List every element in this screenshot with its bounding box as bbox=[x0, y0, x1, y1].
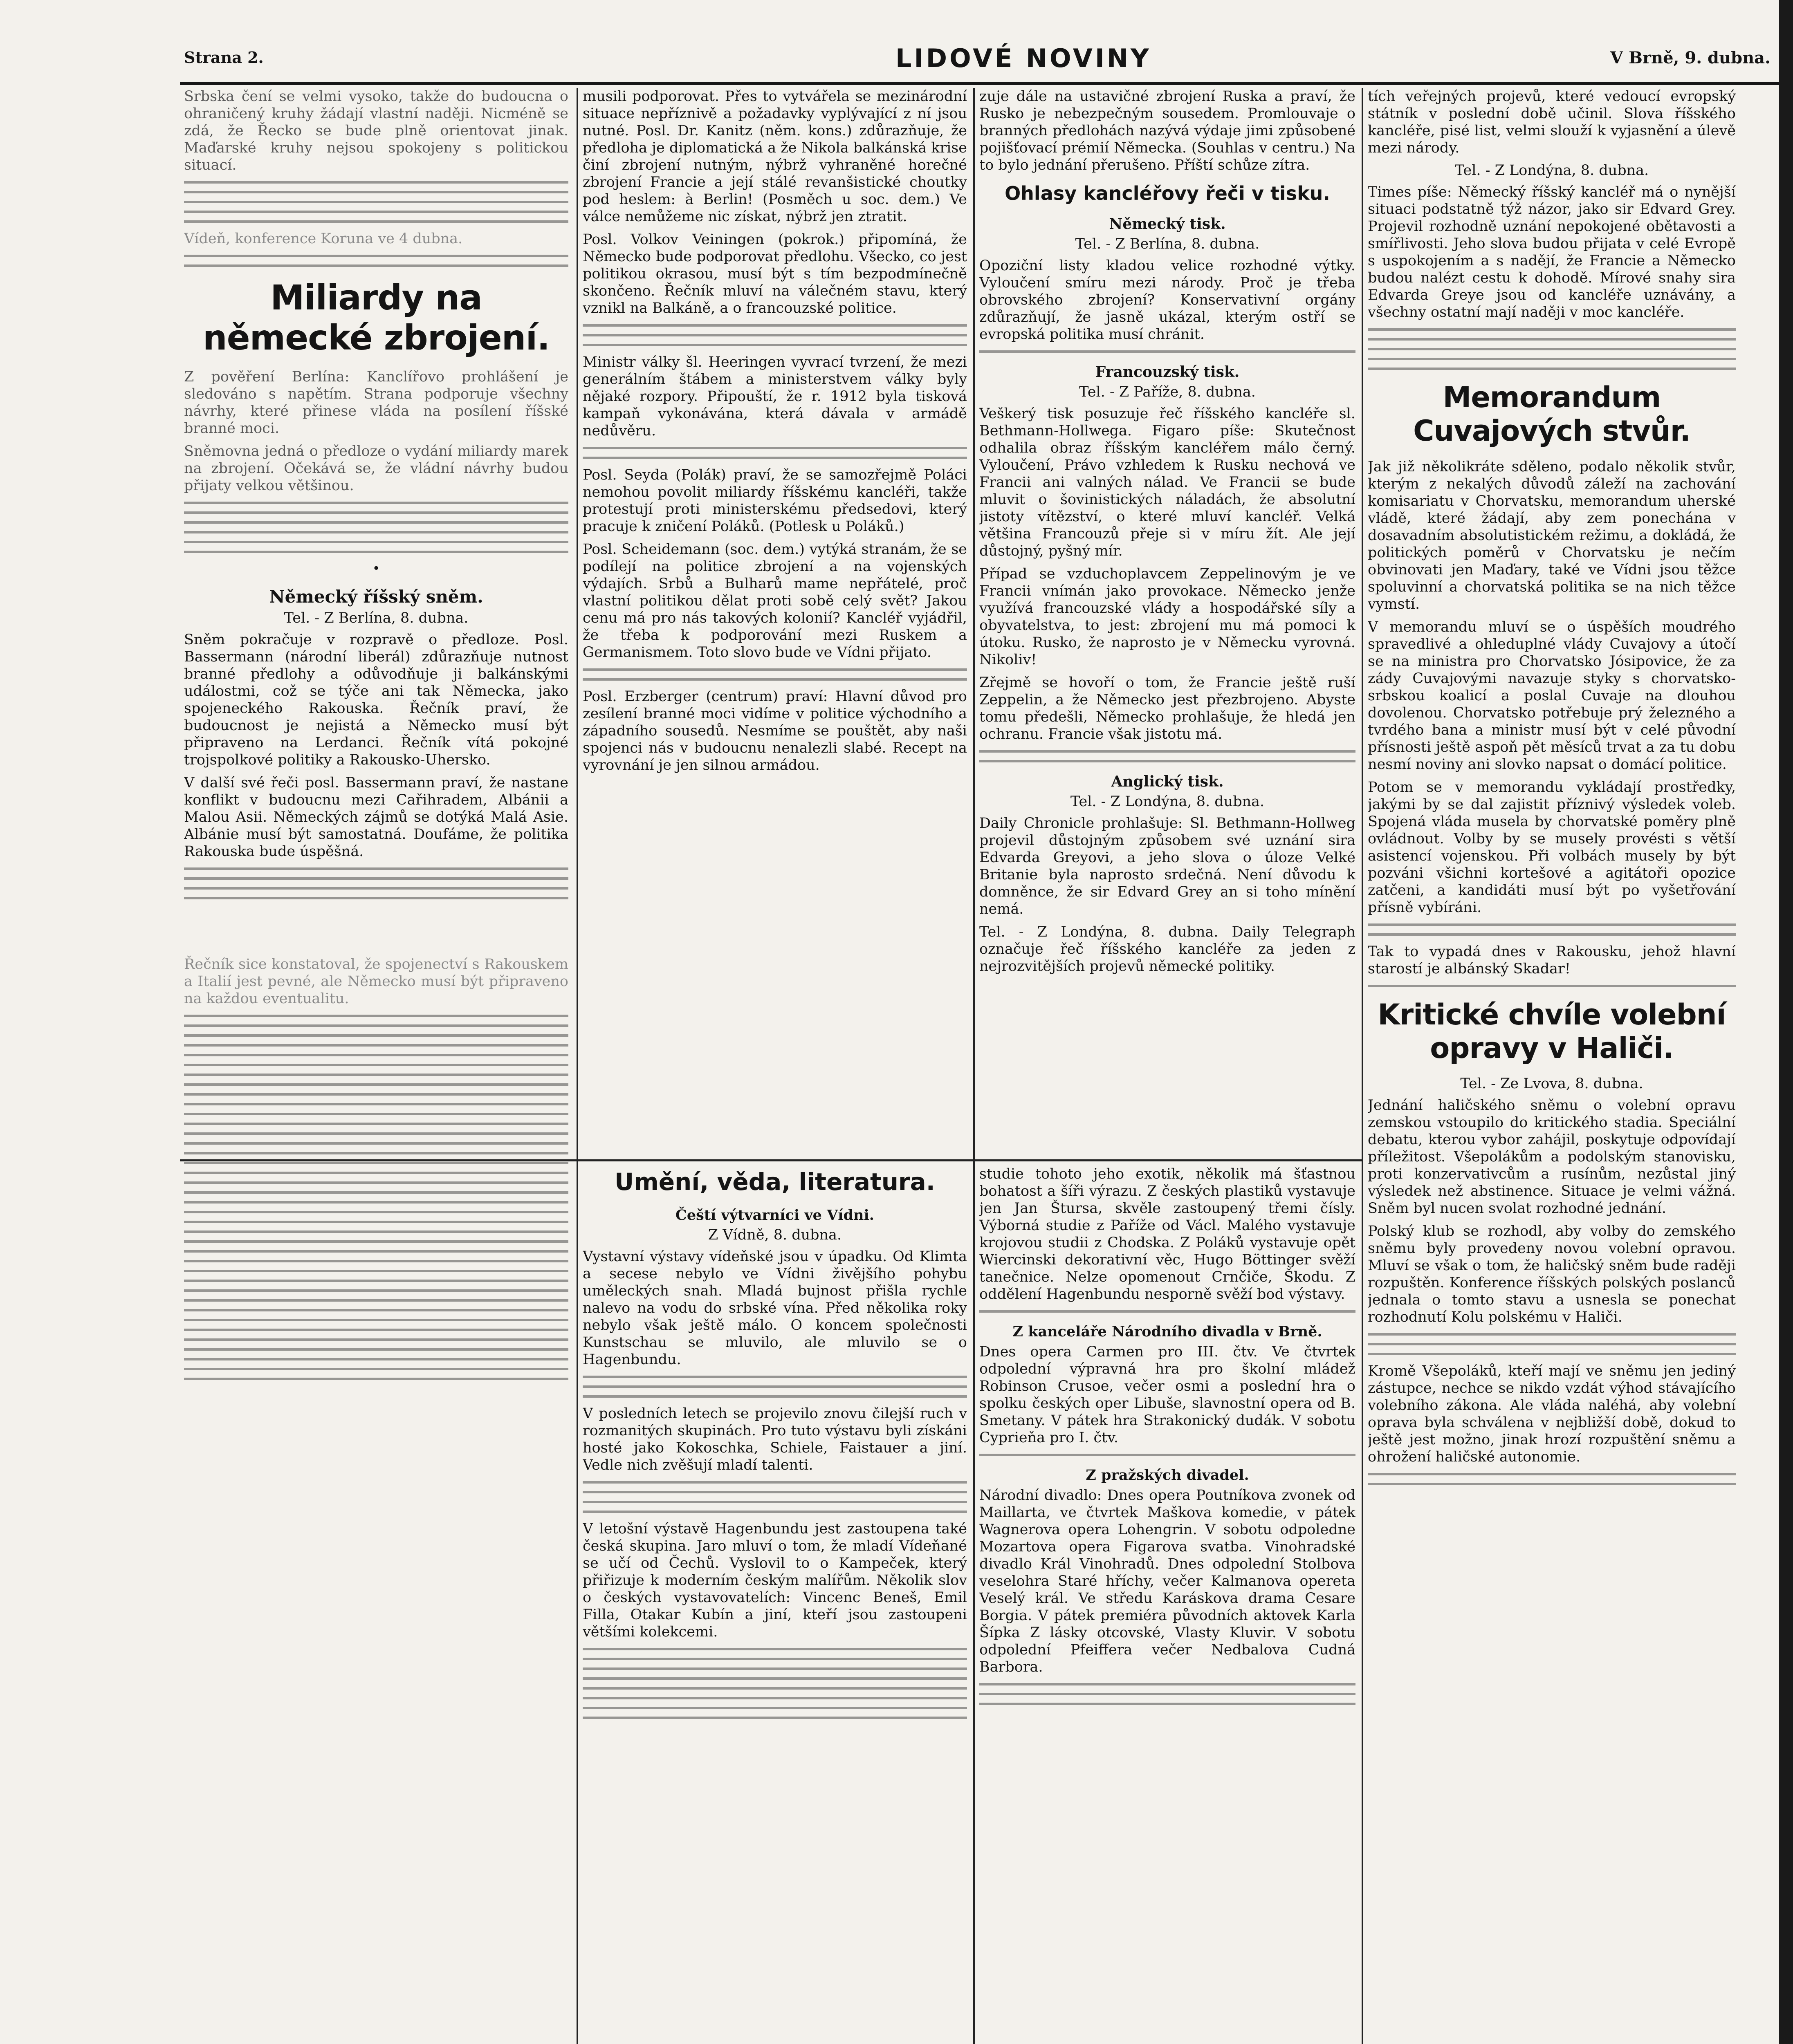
section-title: Německý tisk. bbox=[1109, 215, 1226, 233]
faded-text-block bbox=[184, 1270, 568, 1272]
faded-text-block bbox=[184, 1280, 568, 1282]
separator-star: • bbox=[372, 560, 380, 576]
faded-text-block bbox=[583, 334, 967, 336]
column-4 bbox=[1368, 88, 1736, 2044]
faded-text-block bbox=[184, 1024, 568, 1027]
faded-text-block bbox=[184, 1083, 568, 1086]
faded-text-block bbox=[1368, 1483, 1736, 1485]
faded-text-block bbox=[583, 1697, 967, 1699]
faded-text-block bbox=[583, 1491, 967, 1493]
faded-text-block bbox=[1368, 328, 1736, 331]
article-text: Opoziční listy kladou velice rozhodné výtky. Vyloučení smíru mezi národy. Proč je třeba obrovského zbrojení? Konservativní orgány zdůrazňují, že jasně ukázal, kterým ostří se evropská politika musí chránit. bbox=[979, 258, 1355, 343]
faded-text-block bbox=[583, 1395, 967, 1398]
faded-text-block bbox=[184, 1211, 568, 1213]
article-text: Z pověření Berlína: Kanclířovo prohlášení je sledováno s napětím. Strana podporuje všechny návrhy, které přinese vláda na posílení říšské branné moci. bbox=[184, 369, 568, 437]
faded-text-block bbox=[184, 1358, 568, 1360]
dateline: Tel. - Z Londýna, 8. dubna. bbox=[1454, 162, 1649, 179]
faded-text-block bbox=[184, 1348, 568, 1351]
masthead bbox=[180, 41, 1783, 78]
column-1 bbox=[184, 88, 568, 2044]
article-text: Posl. Scheidemann (soc. dem.) vytýká stranám, že se podílejí na politice zbrojení a na vojenských výdajích. Srbů a Bulharů mame nepřátelé, proč vlastní politikou dělat proti sobě celý svět? Jakou cenu má pro nás takových kolonií? Kancléř vyjádřil, že třeba k podporování mezi Ruskem a Germanismem. Toto slovo bude ve Vídni přijato. bbox=[583, 541, 967, 661]
article-text: Zřejmě se hovoří o tom, že Francie ještě ruší Zeppelin, a že Německo jest přezbrojeno. Abyste tomu předešli, Německo prohlašuje, že hledá jen ochranu. Francie však jistotu má. bbox=[979, 675, 1355, 742]
faded-text-block bbox=[1368, 348, 1736, 350]
faded-text-block bbox=[184, 1123, 568, 1125]
dateline: Tel. - Z Berlína, 8. dubna. bbox=[1075, 236, 1260, 252]
article-text: Tel. - Z Londýna, 8. dubna. Daily Telegraph označuje řeč říšského kancléře za jeden z nejrozvitějších projevů německé politiky. bbox=[979, 924, 1355, 975]
faded-text-block bbox=[1368, 1353, 1736, 1355]
faded-text-block bbox=[184, 887, 568, 890]
faded-text-block bbox=[184, 1378, 568, 1380]
faded-text-block bbox=[184, 181, 568, 184]
column-3 bbox=[979, 88, 1355, 2044]
faded-text-block bbox=[184, 264, 568, 267]
section-title: Z pražských divadel. bbox=[1086, 1467, 1249, 1484]
faded-text-block bbox=[583, 1687, 967, 1690]
article-text: Daily Chronicle prohlašuje: Sl. Bethmann-Hollweg projevil důstojným způsobem své uznání sira Edvarda Greyovi, a jeho slova o úloze Velké Britanie byla naprosto srdečná. Není důvodu k domněnce, že sir Edvard Grey an si toho mínění nemá. bbox=[979, 815, 1355, 917]
article-text: Dnes opera Carmen pro III. čtv. Ve čtvrtek odpolední výpravná hra pro školní mládež Robinson Crusoe, večer osmi a poslední hra o spolku českých oper Libuše, slavnostní opera od B. Smetany. V pátek hra Strakonický dudák. V sobotu Cyprieňa pro I. čtv. bbox=[979, 1344, 1355, 1446]
dateline: Tel. - Z Londýna, 8. dubna. bbox=[1070, 793, 1265, 810]
faded-text-block bbox=[979, 1454, 1355, 1456]
faded-text-block bbox=[184, 877, 568, 880]
article-text: Řečník sice konstatoval, že spojenectví s Rakouskem a Italií jest pevné, ale Německo musí být připraveno na každou eventualitu. bbox=[184, 956, 568, 1007]
article-text: V letošní výstavě Hagenbundu jest zastoupena také česká skupina. Jaro mluví o tom, že mladí Vídeňané se učí od Čechů. Vyslovil to o Kampeček, který přiřizuje k moderním českým malířům. Několik slov o českých vystavovatelích: Vincenc Beneš, Emil Filla, Otakar Kubín a jiní, kteří jsou zastoupeni většími kolekcemi. bbox=[583, 1521, 967, 1640]
faded-text-block bbox=[583, 1667, 967, 1670]
dateline: Tel. - Z Paříže, 8. dubna. bbox=[1079, 384, 1256, 400]
faded-text-block bbox=[184, 1064, 568, 1066]
faded-text-block bbox=[184, 1191, 568, 1194]
faded-text-block bbox=[583, 1511, 967, 1513]
faded-text-block bbox=[184, 1368, 568, 1370]
faded-text-block bbox=[979, 1693, 1355, 1695]
faded-text-block bbox=[583, 1501, 967, 1503]
article-text: Tak to vypadá dnes v Rakousku, jehož hlavní starostí je albánský Skadar! bbox=[1368, 944, 1736, 977]
faded-text-block bbox=[583, 324, 967, 327]
dateline: Z Vídně, 8. dubna. bbox=[708, 1227, 842, 1243]
faded-text-block bbox=[583, 1677, 967, 1680]
article-text: Times píše: Německý říšský kancléř má o nynější situaci podstatně týž názor, jako sir Edvard Grey. Projevil rozhodně uznání nepokojené obětavosti a smířlivosti. Jeho slova budou přijata v celé Evropě s uspokojením a s nadějí, že Francie a Německo budou nalézt cestu k dohodě. Mírové snahy sira Edvarda Greye jsou od kancléře uznávány, a všechny ostatní mají naději v moc kancléře. bbox=[1368, 184, 1736, 320]
faded-text-block bbox=[1368, 338, 1736, 341]
article-text: musili podporovat. Přes to vytvářela se mezinárodní situace nepříznivě a požadavky vyplývající z ní jsou nutné. Posl. Dr. Kanitz (něm. kons.) zdůrazňuje, že předloha je diplomatická a že Nikola balkánská krise činí zbrojení nutným, nýbrž vyhraněné horečné zbrojení Francie a její stálé revanšistické choutky pod heslem: à Berlin! (Posměch u soc. dem.) Ve válce nemůžeme nic získat, nýbrž jen ztratit. bbox=[583, 88, 967, 225]
faded-text-block bbox=[1368, 358, 1736, 360]
article-text: Srbska čení se velmi vysoko, takže do budoucna o ohraničený kruhy žádají vlastní naději. Nicméně se zdá, že Řecko se bude plně orientovat jinak. Maďarské kruhy nejsou spokojeny s politickou situací. bbox=[184, 88, 568, 173]
faded-text-block bbox=[184, 1299, 568, 1302]
article-text: Ministr války šl. Heeringen vyvrací tvrzení, že mezi generálním štábem a ministerstvem války byly nějaké rozpory. Připouští, že r. 1912 byla tisková kampaň vykonávána, která dávala v armádě nedůvěru. bbox=[583, 354, 967, 439]
faded-text-block bbox=[1368, 368, 1736, 370]
section-title: Anglický tisk. bbox=[1111, 773, 1224, 790]
faded-text-block bbox=[184, 1015, 568, 1017]
faded-text-block bbox=[583, 1481, 967, 1484]
article-text: Sněm pokračuje v rozpravě o předloze. Posl. Bassermann (národní liberál) zdůrazňuje nutnost branné předlohy a odůvodňuje ji balkánskými událostmi, což se týče ani tak Německa, jako spojeneckého Rakouska. Řečník praví, že budoucnost je nejistá a Německo musí být připraveno na Lerdanci. Řečník vítá pokojné trojspolkové politiky a Rakousko-Uhersko. bbox=[184, 632, 568, 768]
faded-text-block bbox=[583, 678, 967, 681]
faded-text-block bbox=[979, 1310, 1355, 1313]
faded-text-block bbox=[184, 1172, 568, 1174]
dateline: Vídeň, konference Koruna ve 4 dubna. bbox=[184, 231, 463, 247]
section-headline: Ohlasy kancléřovy řeči v tisku. bbox=[1005, 182, 1330, 204]
faded-text-block bbox=[184, 201, 568, 203]
faded-text-block bbox=[184, 1093, 568, 1096]
column-rule-2 bbox=[973, 88, 975, 2044]
faded-text-block bbox=[1368, 933, 1736, 936]
faded-text-block bbox=[184, 1152, 568, 1154]
column-rule-1 bbox=[577, 88, 578, 2044]
faded-text-block bbox=[184, 1221, 568, 1223]
article-text: Kromě Všepoláků, kteří mají ve sněmu jen jediný zástupce, nechce se nikdo vzdát výhod stávajícího volebního zákona. Ale vláda naléhá, aby volební oprava byla schválena v nejbližší době, dokud to ještě jest možno, jinak hrozí rozpuštění sněmu a ohrožení haličské autonomie. bbox=[1368, 1363, 1736, 1465]
article-text: V další své řeči posl. Bassermann praví, že nastane konflikt v budoucnu mezi Cařihradem, Albánii a Malou Asii. Německých zájmů se dotýká Malá Asie. Albánie musí být samostatná. Doufáme, že politika Rakouska bude úspěšná. bbox=[184, 775, 568, 860]
section-title: Čeští výtvarníci ve Vídni. bbox=[675, 1207, 874, 1224]
faded-text-block bbox=[184, 211, 568, 213]
article-text: V posledních letech se projevilo znovu čilejší ruch v rozmanitých skupinách. Pro tuto výstavu byli získáni hosté jako Kokoschka, Schiele, Faistauer a jiní. Vedle nich zvěšují mladí talenti. bbox=[583, 1405, 967, 1473]
article-text: Sněmovna jedná o předloze o vydání miliardy marek na zbrojení. Očekává se, že vládní návrhy budou přijaty velkou většinou. bbox=[184, 443, 568, 494]
faded-text-block bbox=[1368, 1343, 1736, 1345]
article-text: Posl. Seyda (Polák) praví, že se samozřejmě Poláci nemohou povolit miliardy říšskému kancléři, takže protestují proti ministerskému předsedovi, který pracuje k zničení Poláků. (Potlesk u Poláků.) bbox=[583, 467, 967, 535]
faded-text-block bbox=[979, 1703, 1355, 1705]
faded-text-block bbox=[184, 1034, 568, 1037]
headline: Kritické chvíle volební opravy v Haliči. bbox=[1378, 998, 1726, 1065]
article-text: Veškerý tisk posuzuje řeč říšského kancléře sl. Bethmann-Hollwega. Figaro píše: Skutečnost odhalila obraz říšským kancléřem málo černý. Vyloučení, Právo vzhledem k Rusku nechová ve Francii ani valných nálad. Ve Francii se bude mluvit o šovinistických náladách, že absolutní jistoty vítězství, o které mluví kancléř. Velká většina Francouzů přeje si v míru žít. Ale její důstojný, pyšný mír. bbox=[979, 406, 1355, 559]
faded-text-block bbox=[583, 1385, 967, 1388]
faded-text-block bbox=[1368, 985, 1736, 987]
faded-text-block bbox=[184, 867, 568, 870]
faded-text-block bbox=[583, 447, 967, 449]
issue-date: V Brně, 9. dubna. bbox=[1610, 48, 1771, 67]
column-2 bbox=[583, 88, 967, 2044]
faded-text-block bbox=[1368, 1473, 1736, 1475]
faded-text-block bbox=[1368, 923, 1736, 926]
faded-text-block bbox=[184, 551, 568, 553]
faded-text-block bbox=[184, 1240, 568, 1243]
faded-text-block bbox=[184, 1162, 568, 1164]
newspaper-title: LIDOVÉ NOVINY bbox=[895, 43, 1151, 73]
article-text: V memorandu mluví se o úspěších moudrého spravedlivé a ohleduplné vlády Cuvajovy a útočí se na ministra pro Chorvatsko Jósipovice, že za zády Cuvajovými navazuje styky s chorvatsko-srbskou koalicí a poslal Cuvaje na dlouhou dovolenou. Chorvatsko potřebuje prý železného a tvrdého bana a ministr musí být v celé původní přísnosti ještě aspoň pět měsíců trvat a za tu dobu nesmí noviny ani slovko napsat o domácí politice. bbox=[1368, 619, 1736, 773]
faded-text-block bbox=[184, 521, 568, 524]
faded-text-block bbox=[184, 220, 568, 223]
column-rule-3 bbox=[1362, 88, 1363, 2044]
article-text: tích veřejných projevů, které vedoucí evropský státník v poslední době učinil. Slova říšského kancléře, pisé list, velmi slouží k vyjasnění a úlevě mezi národy. bbox=[1368, 88, 1736, 156]
faded-text-block bbox=[184, 1289, 568, 1292]
article-text: Jednání haličského sněmu o volební opravu zemskou vstoupilo do kritického stadia. Speciální debatu, kterou vybor zahájil, poskytuje odpovídají příležitost. Všepolákům a podolským stanovisku, proti konzervativcům a rusínům, nezůstal jiný výsledek než abstinence. Situace je velmi vážná. Sněm byl nucen svolat rozhodné jednání. bbox=[1368, 1097, 1736, 1217]
faded-text-block bbox=[184, 1319, 568, 1321]
article-text: studie tohoto jeho exotik, několik má šťastnou bohatost a šíři výrazu. Z českých plastiků vystavuje jen Jan Štursa, skvěle zastoupený třemi čísly. Výborná studie z Paříže od Václ. Malého vystavuje krojovou studii z Chodska. Z Poláků vystavuje opět Wiercinski dekorativní věc, Hugo Böttinger svěží tanečnice. Nelze opomenout Crnčiče, Škodu. Z oddělení Hagenbundu nesporně svěží bod výstavy. bbox=[979, 1166, 1355, 1302]
faded-text-block bbox=[184, 502, 568, 504]
faded-text-block bbox=[184, 531, 568, 533]
faded-text-block bbox=[184, 541, 568, 543]
faded-text-block bbox=[184, 1181, 568, 1184]
section-headline: Umění, věda, literatura. bbox=[615, 1168, 935, 1196]
faded-text-block bbox=[184, 1103, 568, 1105]
article-text: Posl. Erzberger (centrum) praví: Hlavní důvod pro zesílení branné moci vidíme v politice východního a západního sousedů. Nesmíme se pouštět, aby naši spojenci nás v budoucnu nenalezli slabé. Recept na vyrovnání je jen silnou armádou. bbox=[583, 688, 967, 773]
masthead-rule bbox=[180, 82, 1783, 85]
section-title: Německý říšský sněm. bbox=[269, 587, 483, 607]
faded-text-block bbox=[184, 1260, 568, 1262]
faded-text-block bbox=[184, 511, 568, 514]
faded-text-block bbox=[583, 1376, 967, 1378]
article-text: Případ se vzduchoplavcem Zeppelinovým je ve Francii vnímán jako provokace. Německo jenže využívá francouzské vlády a hospodářské síly a obyvatelstva, to jest: zbrojení mu má pomoci k útoku. Rusko, že naprosto je v Německu vyrovná. Nikoliv! bbox=[979, 566, 1355, 668]
page-number: Strana 2. bbox=[184, 48, 264, 67]
faded-text-block bbox=[184, 1074, 568, 1076]
dateline: Tel. - Z Berlína, 8. dubna. bbox=[284, 610, 469, 626]
faded-text-block bbox=[583, 1658, 967, 1660]
faded-text-block bbox=[184, 1201, 568, 1204]
faded-text-block bbox=[583, 1717, 967, 1719]
faded-text-block bbox=[184, 1338, 568, 1341]
faded-text-block bbox=[979, 760, 1355, 762]
faded-text-block bbox=[184, 1329, 568, 1331]
faded-text-block bbox=[184, 897, 568, 899]
faded-text-block bbox=[979, 350, 1355, 353]
faded-text-block bbox=[184, 1054, 568, 1056]
faded-text-block bbox=[184, 1044, 568, 1047]
faded-text-block bbox=[184, 255, 568, 257]
faded-text-block bbox=[583, 668, 967, 671]
section-title: Z kanceláře Národního divadla v Brně. bbox=[1012, 1323, 1322, 1340]
headline: Miliardy na německé zbrojení. bbox=[202, 278, 550, 358]
article-text: Jak již několikráte sděleno, podalo několik stvůr, kterým z nekalých důvodů záleží na zachování komisariatu v Chorvatsku, memorandum uherské vládě, které žádají, aby zem ponechána v dosavadním absolutistickém režimu, a dokládá, že politických poměrů v Chorvatsku je nečím obvinovati jen Maďary, také ve Vídni jsou těžce spoluvinní a chorvatská politika se na nich těžce vymstí. bbox=[1368, 459, 1736, 612]
faded-text-block bbox=[184, 1142, 568, 1145]
faded-text-block bbox=[979, 750, 1355, 753]
article-text: Posl. Volkov Veiningen (pokrok.) připomíná, že Německo bude podporovat předlohu. Všecko, co jest politikou okrasou, musí být s tím bezpodmínečně skončeno. Řečník mluví na válečném stavu, který vznikl na Balkáně, a o francouzské politice. bbox=[583, 231, 967, 316]
faded-text-block bbox=[583, 1648, 967, 1650]
article-text: Potom se v memorandu vykládají prostředky, jakými by se dal zajistit příznivý výsledek voleb. Spojená vláda musela by chorvatské poměry plně ovládnout. Volby by se musely provésti s větší asistencí vojenskou. Při volbách musely by být pozváni všichni kortešové a agitátoři opozice zatčeni, a kandidáti musí být po vyšetřování přísně vybíráni. bbox=[1368, 779, 1736, 916]
faded-text-block bbox=[583, 344, 967, 346]
faded-text-block bbox=[184, 1132, 568, 1135]
faded-text-block bbox=[1368, 1333, 1736, 1336]
article-text: Vystavní výstavy vídeňské jsou v úpadku. Od Klimta a secese nebylo ve Vídni živějšího pohybu uměleckých snah. Mladá bujnost přišla rychle nalevo na vodu do srbské vína. Před několika roky nebylo však ještě málo. O koncem společnosti Kunstschau se mluvilo, ale mluvilo se o Hagenbundu. bbox=[583, 1248, 967, 1368]
faded-text-block bbox=[184, 191, 568, 193]
headline: Memorandum Cuvajových stvůr. bbox=[1413, 381, 1690, 448]
faded-text-block bbox=[979, 1683, 1355, 1685]
faded-text-block bbox=[184, 1113, 568, 1115]
faded-text-block bbox=[583, 1707, 967, 1709]
dateline: Tel. - Ze Lvova, 8. dubna. bbox=[1460, 1076, 1643, 1092]
section-title: Francouzský tisk. bbox=[1095, 363, 1240, 381]
article-text: Národní divadlo: Dnes opera Poutníkova zvonek od Maillarta, ve čtvrtek Maškova komedie, v pátek Wagnerova opera Lohengrin. V sobotu odpoledne Mozartova opera Figarova svatba. Vinohradské divadlo Král Vinohradů. Dnes odpolední Stolbova veselohra Staré hříchy, večer Kalmanova opereta Veselý král. Ve středu Karáskova drama Cesare Borgia. V pátek premiéra původních aktovek Karla Šípka Z lásky otcovské, Vlasty Kluvir. V sobotu odpolední Pfeiffera večer Nedbalova Cudná Barbora. bbox=[979, 1487, 1355, 1675]
faded-text-block bbox=[583, 457, 967, 459]
article-text: zuje dále na ustavičné zbrojení Ruska a praví, že Rusko je nebezpečným sousedem. Promlouvaje o branných předlohách nazývá výdaje jimi způsobené pojišťovací prémií Německa. (Souhlas v centru.) Na to bylo jednání přerušeno. Příští schůze zítra. bbox=[979, 88, 1355, 173]
scan-edge bbox=[1779, 0, 1793, 2044]
faded-text-block bbox=[184, 1309, 568, 1311]
faded-text-block bbox=[184, 1250, 568, 1253]
faded-text-block bbox=[184, 1230, 568, 1233]
article-text: Polský klub se rozhodl, aby volby do zemského sněmu byly provedeny novou volební opravou. Mluví se však o tom, že haličský sněm bude raději rozpuštěn. Konference říšských polských poslanců jednala o tomto stavu a usnesla se ponechat rozhodnutí Kolu polskému v Haliči. bbox=[1368, 1223, 1736, 1325]
